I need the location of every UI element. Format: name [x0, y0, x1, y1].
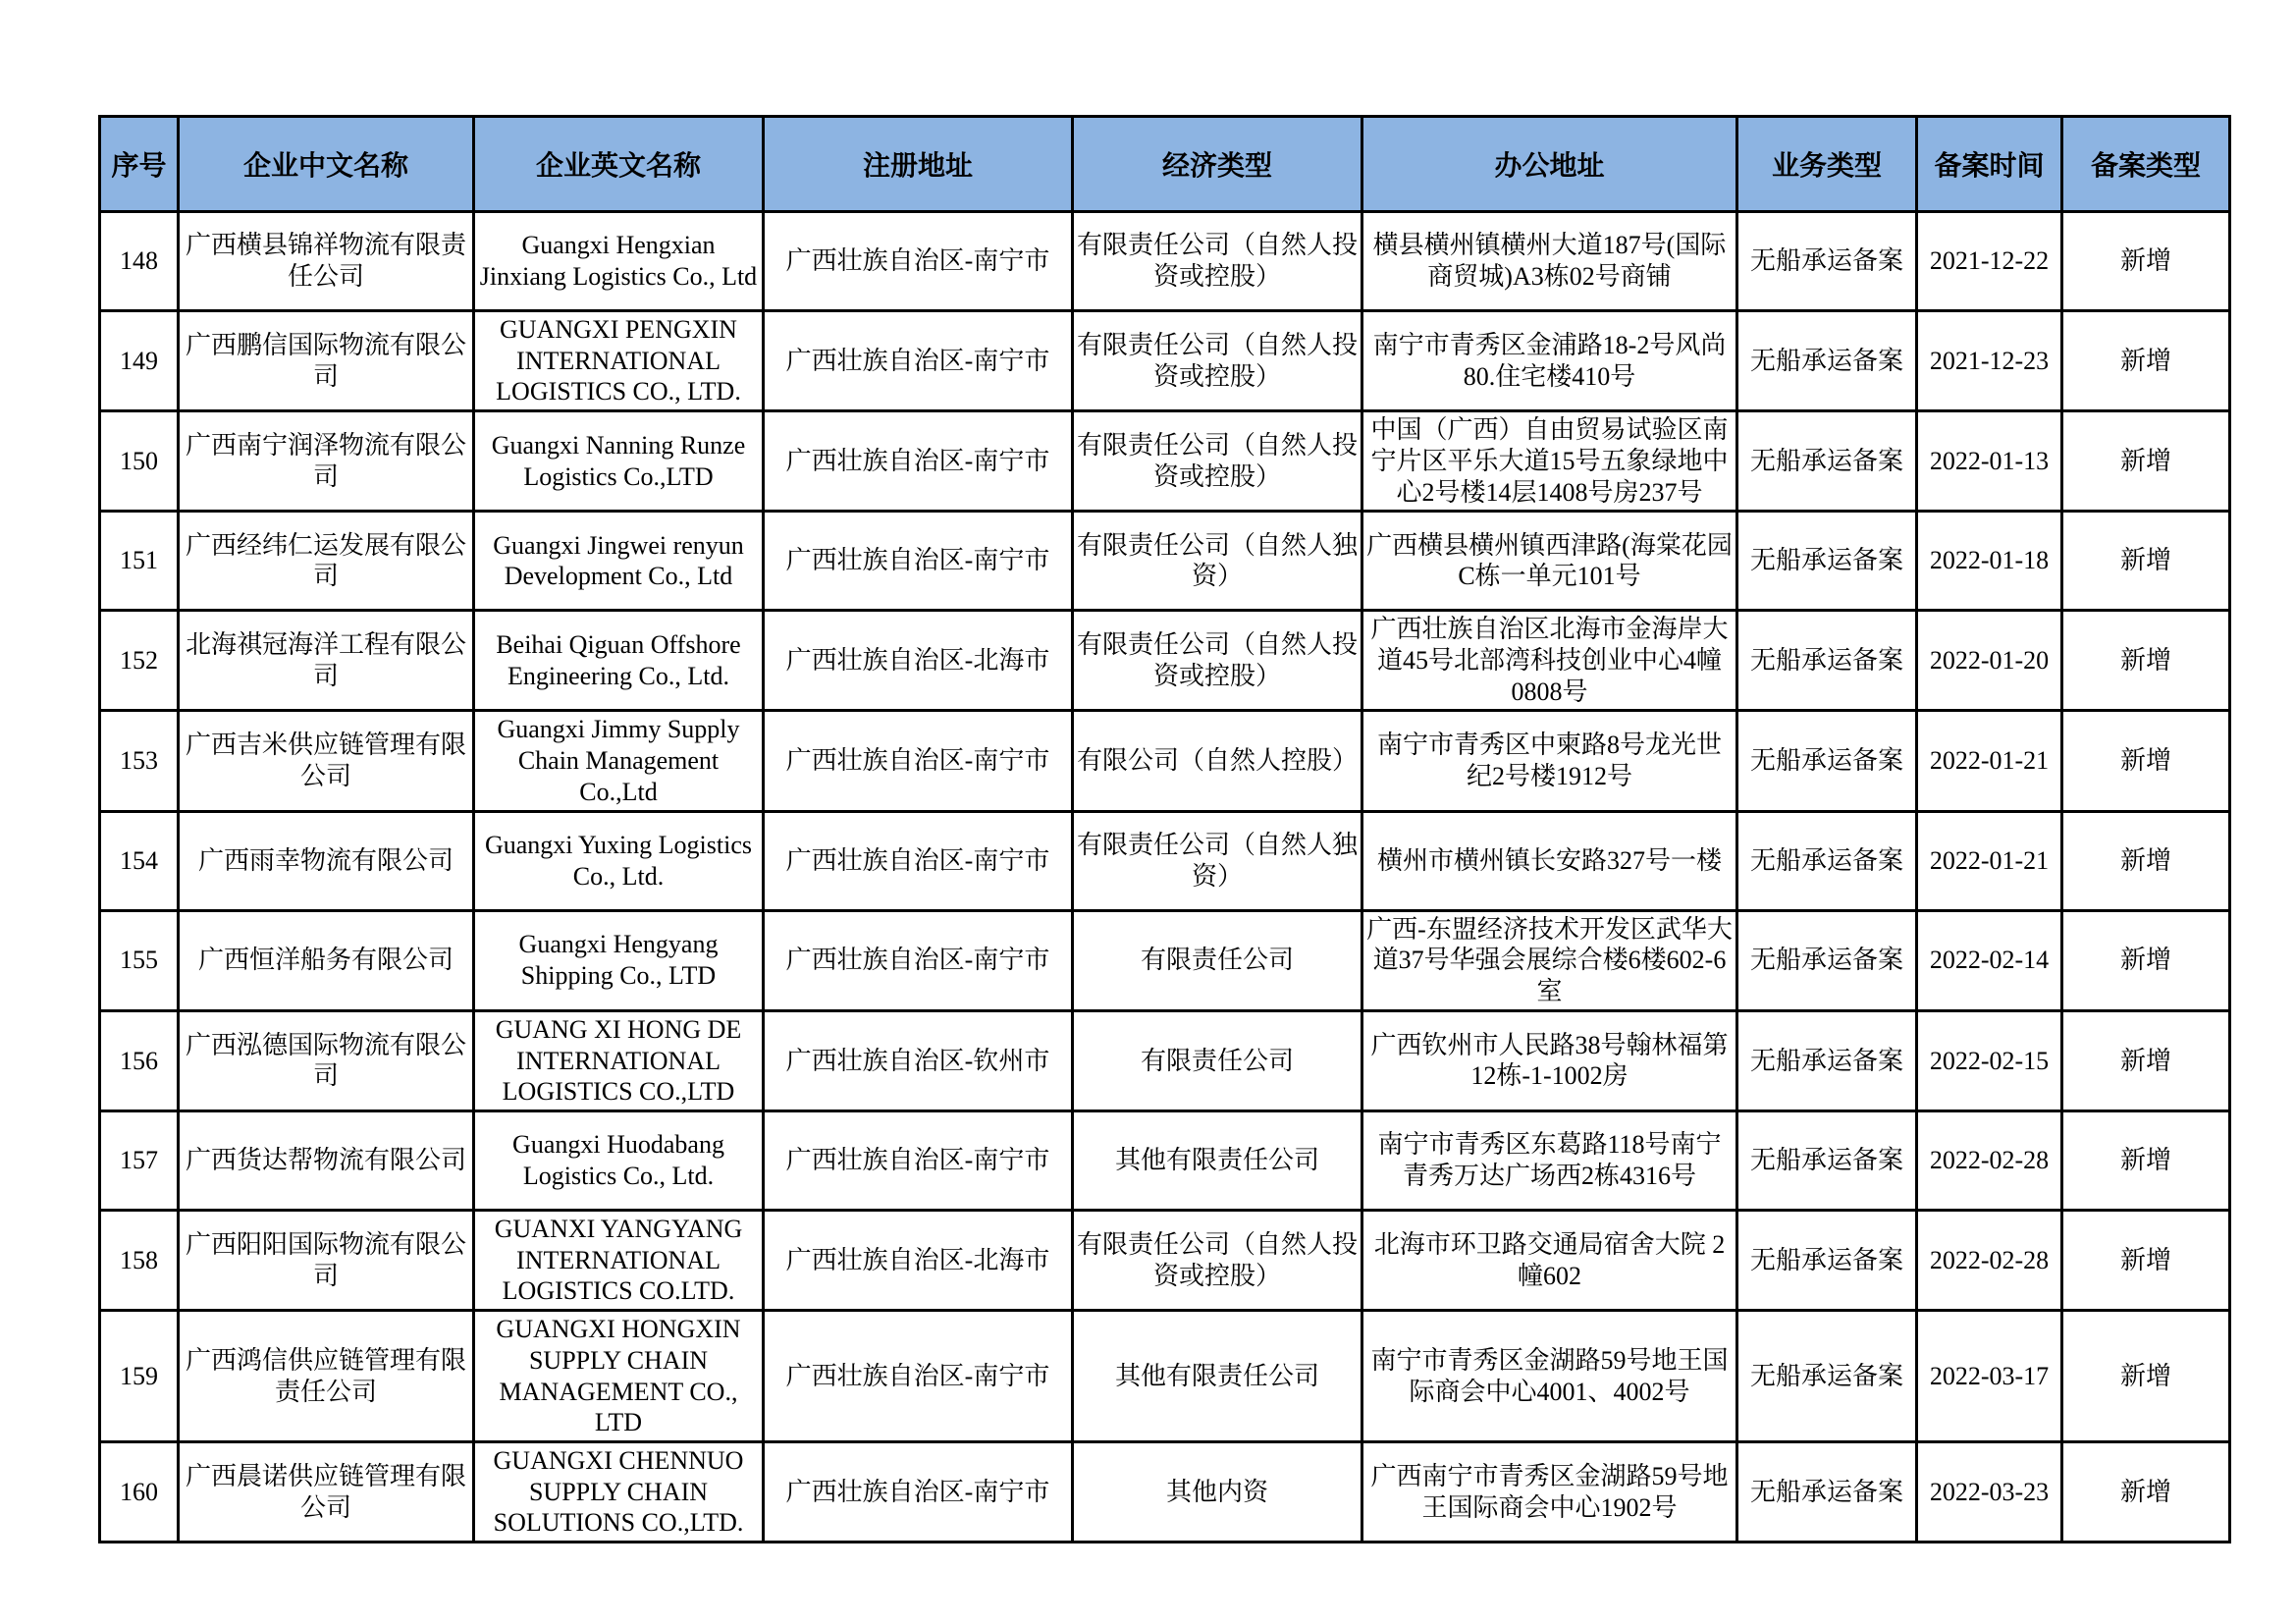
- cell-business-type: 无船承运备案: [1737, 711, 1917, 811]
- column-header-index: 序号: [100, 117, 179, 212]
- cell-filing-date: 2022-01-18: [1917, 512, 2062, 611]
- cell-office-addr: 广西-东盟经济技术开发区武华大道37号华强会展综合楼6楼602-6室: [1362, 910, 1737, 1010]
- cell-filing-type: 新增: [2062, 1441, 2230, 1542]
- cell-filing-date: 2022-01-20: [1917, 611, 2062, 711]
- column-header-business-type: 业务类型: [1737, 117, 1917, 212]
- cell-filing-date: 2022-02-28: [1917, 1110, 2062, 1210]
- column-header-company-cn: 企业中文名称: [179, 117, 474, 212]
- cell-company-cn: 广西吉米供应链管理有限公司: [179, 711, 474, 811]
- cell-office-addr: 广西钦州市人民路38号翰林福第12栋-1-1002房: [1362, 1010, 1737, 1110]
- cell-business-type: 无船承运备案: [1737, 1311, 1917, 1442]
- cell-filing-date: 2022-02-14: [1917, 910, 2062, 1010]
- cell-economic-type: 有限责任公司（自然人投资或控股）: [1073, 1210, 1362, 1310]
- cell-office-addr: 南宁市青秀区东葛路118号南宁青秀万达广场西2栋4316号: [1362, 1110, 1737, 1210]
- cell-filing-type: 新增: [2062, 1010, 2230, 1110]
- cell-business-type: 无船承运备案: [1737, 611, 1917, 711]
- cell-economic-type: 有限责任公司: [1073, 1010, 1362, 1110]
- table-row: [100, 711, 2230, 811]
- cell-filing-type: 新增: [2062, 711, 2230, 811]
- cell-filing-date: 2022-01-21: [1917, 711, 2062, 811]
- cell-index: 160: [100, 1441, 179, 1542]
- cell-company-cn: 广西阳阳国际物流有限公司: [179, 1210, 474, 1310]
- cell-company-en: Guangxi Hengxian Jinxiang Logistics Co., Ltd: [474, 212, 764, 311]
- cell-filing-date: 2022-02-15: [1917, 1010, 2062, 1110]
- cell-company-cn: 广西货达帮物流有限公司: [179, 1110, 474, 1210]
- cell-economic-type: 其他内资: [1073, 1441, 1362, 1542]
- column-header-filing-date: 备案时间: [1917, 117, 2062, 212]
- cell-filing-date: 2022-03-17: [1917, 1311, 2062, 1442]
- cell-company-en: GUANGXI HONGXIN SUPPLY CHAIN MANAGEMENT CO., LTD: [474, 1311, 764, 1442]
- cell-filing-type: 新增: [2062, 811, 2230, 910]
- cell-index: 158: [100, 1210, 179, 1310]
- cell-office-addr: 广西壮族自治区北海市金海岸大道45号北部湾科技创业中心4幢0808号: [1362, 611, 1737, 711]
- cell-company-cn: 广西鸿信供应链管理有限责任公司: [179, 1311, 474, 1442]
- cell-filing-type: 新增: [2062, 1110, 2230, 1210]
- cell-registered-addr: 广西壮族自治区-南宁市: [764, 711, 1073, 811]
- table-row: [100, 512, 2230, 611]
- cell-filing-type: 新增: [2062, 512, 2230, 611]
- column-header-office-addr: 办公地址: [1362, 117, 1737, 212]
- cell-filing-type: 新增: [2062, 1210, 2230, 1310]
- column-header-company-en: 企业英文名称: [474, 117, 764, 212]
- cell-company-en: Beihai Qiguan Offshore Engineering Co., Ltd.: [474, 611, 764, 711]
- table-row: [100, 212, 2230, 311]
- cell-economic-type: 有限责任公司（自然人投资或控股）: [1073, 411, 1362, 512]
- cell-company-cn: 广西横县锦祥物流有限责任公司: [179, 212, 474, 311]
- table-row: [100, 411, 2230, 512]
- cell-company-cn: 广西泓德国际物流有限公司: [179, 1010, 474, 1110]
- column-header-registered-addr: 注册地址: [764, 117, 1073, 212]
- cell-company-en: Guangxi Hengyang Shipping Co., LTD: [474, 910, 764, 1010]
- cell-company-en: Guangxi Nanning Runze Logistics Co.,LTD: [474, 411, 764, 512]
- cell-office-addr: 南宁市青秀区金浦路18-2号风尚80.住宅楼410号: [1362, 311, 1737, 411]
- cell-registered-addr: 广西壮族自治区-南宁市: [764, 910, 1073, 1010]
- cell-index: 155: [100, 910, 179, 1010]
- table-row: [100, 311, 2230, 411]
- cell-filing-type: 新增: [2062, 910, 2230, 1010]
- cell-index: 156: [100, 1010, 179, 1110]
- cell-business-type: 无船承运备案: [1737, 811, 1917, 910]
- cell-office-addr: 南宁市青秀区中柬路8号龙光世纪2号楼1912号: [1362, 711, 1737, 811]
- cell-company-cn: 广西晨诺供应链管理有限公司: [179, 1441, 474, 1542]
- cell-registered-addr: 广西壮族自治区-南宁市: [764, 811, 1073, 910]
- table-row: [100, 1441, 2230, 1542]
- cell-economic-type: 其他有限责任公司: [1073, 1311, 1362, 1442]
- cell-economic-type: 有限责任公司: [1073, 910, 1362, 1010]
- cell-index: 157: [100, 1110, 179, 1210]
- cell-company-cn: 广西鹏信国际物流有限公司: [179, 311, 474, 411]
- cell-index: 149: [100, 311, 179, 411]
- cell-registered-addr: 广西壮族自治区-南宁市: [764, 512, 1073, 611]
- cell-registered-addr: 广西壮族自治区-南宁市: [764, 212, 1073, 311]
- cell-office-addr: 横县横州镇横州大道187号(国际商贸城)A3栋02号商铺: [1362, 212, 1737, 311]
- cell-company-cn: 广西南宁润泽物流有限公司: [179, 411, 474, 512]
- nvocc-filing-table: [98, 115, 2231, 1543]
- cell-office-addr: 南宁市青秀区金湖路59号地王国际商会中心4001、4002号: [1362, 1311, 1737, 1442]
- cell-filing-type: 新增: [2062, 411, 2230, 512]
- cell-office-addr: 广西南宁市青秀区金湖路59号地王国际商会中心1902号: [1362, 1441, 1737, 1542]
- cell-registered-addr: 广西壮族自治区-南宁市: [764, 1311, 1073, 1442]
- cell-economic-type: 有限责任公司（自然人投资或控股）: [1073, 212, 1362, 311]
- cell-business-type: 无船承运备案: [1737, 1441, 1917, 1542]
- table-body: [100, 212, 2230, 1543]
- cell-filing-type: 新增: [2062, 611, 2230, 711]
- cell-filing-date: 2022-03-23: [1917, 1441, 2062, 1542]
- cell-office-addr: 广西横县横州镇西津路(海棠花园C栋一单元101号: [1362, 512, 1737, 611]
- cell-company-en: GUANGXI PENGXIN INTERNATIONAL LOGISTICS CO., LTD.: [474, 311, 764, 411]
- cell-index: 150: [100, 411, 179, 512]
- cell-business-type: 无船承运备案: [1737, 212, 1917, 311]
- cell-economic-type: 其他有限责任公司: [1073, 1110, 1362, 1210]
- cell-index: 152: [100, 611, 179, 711]
- cell-index: 148: [100, 212, 179, 311]
- table-row: [100, 1311, 2230, 1442]
- cell-company-cn: 广西恒洋船务有限公司: [179, 910, 474, 1010]
- cell-filing-date: 2022-01-13: [1917, 411, 2062, 512]
- cell-business-type: 无船承运备案: [1737, 910, 1917, 1010]
- cell-company-cn: 北海祺冠海洋工程有限公司: [179, 611, 474, 711]
- cell-business-type: 无船承运备案: [1737, 512, 1917, 611]
- table-row: [100, 1010, 2230, 1110]
- cell-index: 154: [100, 811, 179, 910]
- cell-registered-addr: 广西壮族自治区-南宁市: [764, 411, 1073, 512]
- table-row: [100, 910, 2230, 1010]
- cell-economic-type: 有限公司（自然人控股）: [1073, 711, 1362, 811]
- cell-company-cn: 广西雨幸物流有限公司: [179, 811, 474, 910]
- cell-business-type: 无船承运备案: [1737, 1010, 1917, 1110]
- cell-business-type: 无船承运备案: [1737, 411, 1917, 512]
- cell-registered-addr: 广西壮族自治区-南宁市: [764, 1441, 1073, 1542]
- cell-filing-type: 新增: [2062, 1311, 2230, 1442]
- table-row: [100, 1210, 2230, 1310]
- cell-registered-addr: 广西壮族自治区-南宁市: [764, 1110, 1073, 1210]
- cell-index: 151: [100, 512, 179, 611]
- cell-filing-type: 新增: [2062, 311, 2230, 411]
- cell-filing-type: 新增: [2062, 212, 2230, 311]
- table-row: [100, 1110, 2230, 1210]
- cell-company-cn: 广西经纬仁运发展有限公司: [179, 512, 474, 611]
- cell-filing-date: 2022-02-28: [1917, 1210, 2062, 1310]
- cell-company-en: GUANGXI CHENNUO SUPPLY CHAIN SOLUTIONS CO.,LTD.: [474, 1441, 764, 1542]
- cell-office-addr: 北海市环卫路交通局宿舍大院 2幢602: [1362, 1210, 1737, 1310]
- cell-office-addr: 横州市横州镇长安路327号一楼: [1362, 811, 1737, 910]
- cell-registered-addr: 广西壮族自治区-南宁市: [764, 311, 1073, 411]
- cell-index: 159: [100, 1311, 179, 1442]
- cell-company-en: Guangxi Huodabang Logistics Co., Ltd.: [474, 1110, 764, 1210]
- cell-economic-type: 有限责任公司（自然人独资）: [1073, 512, 1362, 611]
- cell-filing-date: 2021-12-23: [1917, 311, 2062, 411]
- cell-economic-type: 有限责任公司（自然人独资）: [1073, 811, 1362, 910]
- cell-index: 153: [100, 711, 179, 811]
- cell-filing-date: 2021-12-22: [1917, 212, 2062, 311]
- cell-filing-date: 2022-01-21: [1917, 811, 2062, 910]
- cell-business-type: 无船承运备案: [1737, 1210, 1917, 1310]
- header-row: [100, 117, 2230, 212]
- cell-office-addr: 中国（广西）自由贸易试验区南宁片区平乐大道15号五象绿地中心2号楼14层1408号房237号: [1362, 411, 1737, 512]
- column-header-filing-type: 备案类型: [2062, 117, 2230, 212]
- cell-registered-addr: 广西壮族自治区-北海市: [764, 1210, 1073, 1310]
- cell-company-en: GUANG XI HONG DE INTERNATIONAL LOGISTICS CO.,LTD: [474, 1010, 764, 1110]
- cell-business-type: 无船承运备案: [1737, 1110, 1917, 1210]
- table-header: [100, 117, 2230, 212]
- cell-company-en: GUANXI YANGYANG INTERNATIONAL LOGISTICS CO.LTD.: [474, 1210, 764, 1310]
- table-row: [100, 611, 2230, 711]
- column-header-economic-type: 经济类型: [1073, 117, 1362, 212]
- cell-company-en: Guangxi Yuxing Logistics Co., Ltd.: [474, 811, 764, 910]
- cell-company-en: Guangxi Jingwei renyun Development Co., Ltd: [474, 512, 764, 611]
- table-row: [100, 811, 2230, 910]
- cell-economic-type: 有限责任公司（自然人投资或控股）: [1073, 611, 1362, 711]
- cell-economic-type: 有限责任公司（自然人投资或控股）: [1073, 311, 1362, 411]
- cell-registered-addr: 广西壮族自治区-钦州市: [764, 1010, 1073, 1110]
- cell-registered-addr: 广西壮族自治区-北海市: [764, 611, 1073, 711]
- cell-company-en: Guangxi Jimmy Supply Chain Management Co.,Ltd: [474, 711, 764, 811]
- cell-business-type: 无船承运备案: [1737, 311, 1917, 411]
